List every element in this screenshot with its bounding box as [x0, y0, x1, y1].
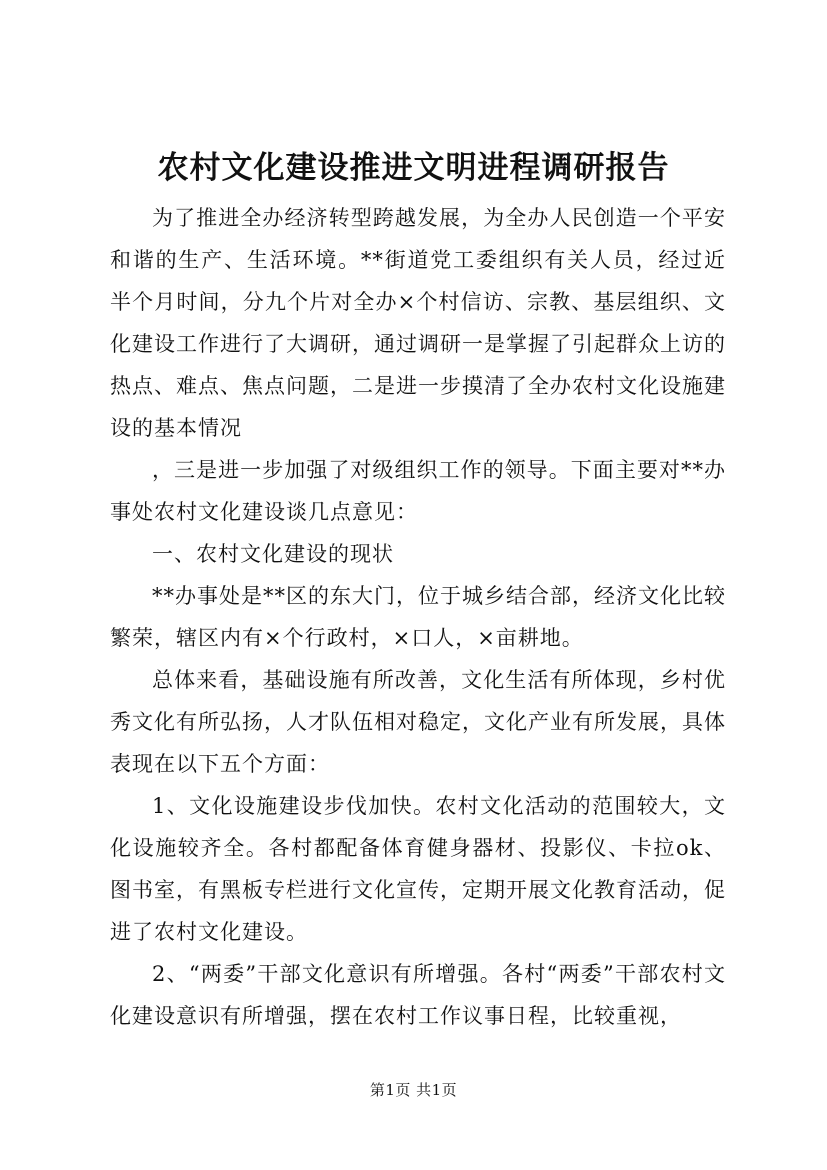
paragraph-point-1: 1、文化设施建设步伐加快。农村文化活动的范围较大，文化设施较齐全。各村都配备体育健身器材、投影仪、卡拉ok、图书室，有黑板专栏进行文化宣传，定期开展文化教育活动，促进了农村文化建设。 — [110, 794, 726, 944]
paragraph-point-2: 2、“两委”干部文化意识有所增强。各村“两委”干部农村文化建设意识有所增强，摆在农村工作议事日程，比较重视， — [110, 962, 726, 1028]
paragraph-overview: **办事处是**区的东大门，位于城乡结合部，经济文化比较繁荣，辖区内有×个行政村，×口人，×亩耕地。 — [110, 584, 726, 650]
document-body — [110, 197, 726, 1037]
paragraph-summary: 总体来看，基础设施有所改善，文化生活有所体现，乡村优秀文化有所弘扬，人才队伍相对稳定，文化产业有所发展，具体表现在以下五个方面： — [110, 668, 726, 776]
paragraph-intro: 为了推进全办经济转型跨越发展，为全办人民创造一个平安和谐的生产、生活环境。**街道党工委组织有关人员，经过近半个月时间，分九个片对全办×个村信访、宗教、基层组织、文化建设工作进行了大调研，通过调研一是掌握了引起群众上访的热点、难点、焦点问题，二是进一步摸清了全办农村文化设施建设的基本情况 — [110, 206, 726, 440]
paragraph-continuation: ，三是进一步加强了对级组织工作的领导。下面主要对**办事处农村文化建设谈几点意见： — [110, 458, 726, 524]
section-heading: 一、农村文化建设的现状 — [152, 542, 394, 566]
document-title: 农村文化建设推进文明进程调研报告 — [157, 150, 670, 186]
page-footer: 第1页 共1页 — [369, 1081, 458, 1099]
